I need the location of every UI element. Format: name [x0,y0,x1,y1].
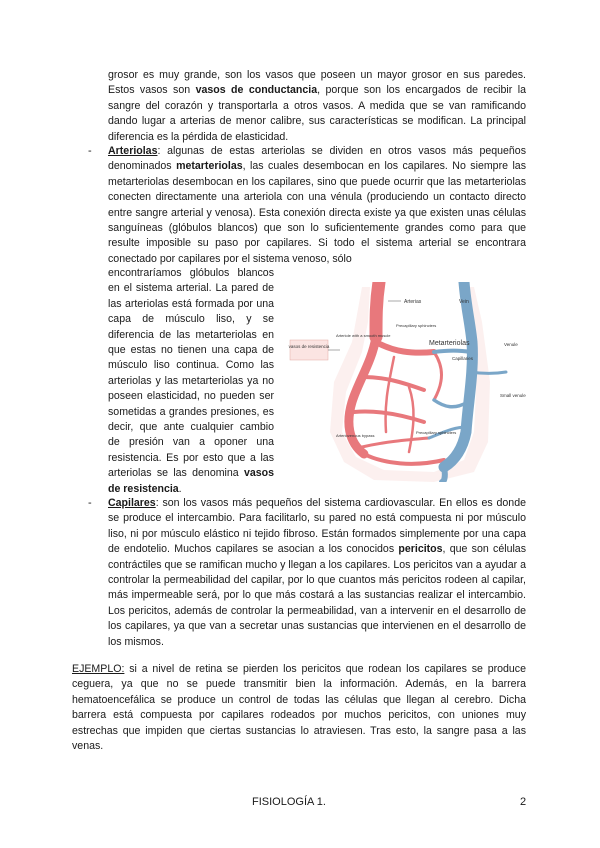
arterias-label: Arterias [404,299,422,305]
vasos-resistencia-label: vasos de resistencia [288,344,330,349]
intro-paragraph: grosor es muy grande, son los vasos que poseen un mayor grosor en sus paredes. Estos vasos son vasos de conductancia, porque son los encargados de recibir la sangre del corazón y transportarla a otros vasos. A medida que se van ramificando dando lugar a arterias de menor calibre, sus características se modifican. La principal diferencia es la pérdida de elasticidad. [108,69,526,143]
precapillary-sphincters-top-label: Precapillary sphincters [396,323,437,328]
capilares-paragraph [108,496,526,650]
arteriole-label: Arteriole with a smooth muscle [336,333,391,338]
arteriolas-bullet: - [88,145,92,157]
ejemplo-paragraph [72,662,526,754]
vasos-resistencia-box [290,340,328,360]
small-venule-label: Small venule [500,393,526,398]
arteriolas-text-top: : algunas de estas arteriolas se dividen en otros vasos más pequeños denominados metarteriolas, las cuales desembocan en los capilares. No siempre las metarteriolas desembocan en los capilares, sino que puede ocurrir que las metarteriolas conecten directamente una arteriola con una vénula (produciendo un contacto directo entre sangre arterial y venosa). Esta conexión directa existe ya que existen unas células sanguíneas (glóbulos blancos) que son lo suficientemente grandes como para que resulte imposible su paso por capilares. Si todo el sistema arterial se encontrara conectado por capilares por el sistema venoso, sólo [108,145,526,265]
ejemplo-text: si a nivel de retina se pierden los pericitos que rodean los capilares se produce ceguera, ya que no se puede transmitir bien la información. Además, en la barrera hematoencefálica se produce un control de todas las células que llegan al cerebro. Dicha barrera está compuesta por capilares rodeados por muchos pericitos, con uniones muy estrechas que impiden que ciertas sustancias lo atraviesen. Tras esto, la sangre pasa a las venas. [72,663,526,753]
capilares-bullet: - [88,497,92,509]
arteriolas-paragraph [108,144,526,267]
arteriolas-term: Arteriolas [108,145,158,157]
vein-label: Vein [459,299,469,305]
capillaries-label: Capillaries [452,356,474,361]
arteriovenous-label: Arteriovenous bypass [336,433,375,438]
page-number: 2 [520,796,527,808]
venule-label: Venule [504,342,518,347]
metarteriolas-label: Metarteriolas [429,340,470,347]
microcirculation-diagram [284,282,534,482]
capilares-text: : son los vasos más pequeños del sistema cardiovascular. En ellos es donde se produce el intercambio. Para facilitarlo, su pared no está compuesta ni por músculo liso, ni por músculo elástico ni tejido fibroso. Están formados simplemente por una capa de endotelio. Muchos capilares se asocian a los conocidos pericitos, que son células contráctiles que se ramifican mucho y llegan a los capilares. Los pericitos van a ayudar a controlar la permeabilidad del capilar, por lo que cuantos más pericitos rodeen al capilar, más impermeable será, por lo que más costará a las sustancias realizar el intercambio. Los pericitos, además de controlar la permeabilidad, van a intervenir en el desarrollo de los capilares, ya que van a secretar unas sustancias que intervienen en el desarrollo de los mismos. [108,497,526,648]
footer-title: FISIOLOGÍA 1. [252,796,326,808]
precapillary-sphincters-bottom-label: Precapillary sphincters [416,430,457,435]
capilares-term: Capilares [108,497,156,509]
arteriolas-paragraph-left: encontraríamos glóbulos blancos en el sistema arterial. La pared de las arteriolas está formada por una capa de músculo liso, y se diferencia de las metarteriolas en que estas no tienen una capa de músculo liso continua. Como las arteriolas y las metarteriolas ya no poseen elasticidad, no pueden ser sometidas a grandes presiones, es decir, que ante cualquier cambio de presión van a oponer una resistencia. Es por esto que a las arteriolas se las denomina vasos de resistencia. [108,267,274,495]
ejemplo-label: EJEMPLO: [72,663,125,675]
